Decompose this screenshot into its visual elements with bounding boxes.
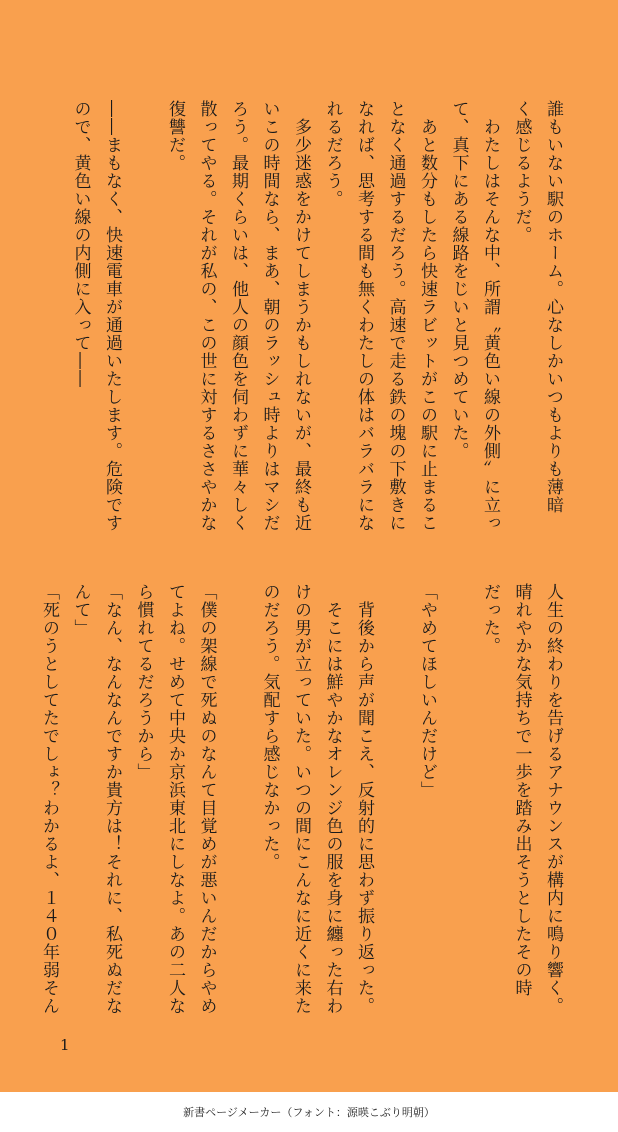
text-line: わたしはそんな中、所謂〝黄色い線の外側〟に立っ xyxy=(480,100,500,532)
text-line: のだろう。気配すら感じなかった。 xyxy=(259,583,280,871)
text-line: てよね。せめて中央か京浜東北にしなよ。あの二人な xyxy=(165,583,185,1015)
text-line: そこには鮮やかなオレンジ色の服を身に纏った右わ xyxy=(322,583,343,1015)
text-line: 「僕の架線で死ぬのなんて目覚めが悪いんだからやめ xyxy=(196,583,217,1015)
text-line xyxy=(222,583,254,1023)
text-line: 復讐だ。 xyxy=(165,100,185,172)
text-line xyxy=(442,583,474,1023)
text-line: けの男が立っていた。いつの間にこんなに近くに来た xyxy=(291,583,311,1015)
text-line: んて」 xyxy=(70,583,91,637)
text-line: れるだろう。 xyxy=(322,100,343,208)
text-line: て、真下にある線路をじいと見つめていた。 xyxy=(448,100,469,460)
text-line: 「死のうとしてたでしょ？わかるよ、１４０年弱そん xyxy=(39,583,59,1015)
footer-text: 新書ページメーカー（フォント：源暎こぶり明朝） xyxy=(183,1106,435,1119)
text-line xyxy=(379,583,411,1023)
text-line xyxy=(127,100,159,530)
text-line: 「なん、なんなんですか貴方は！それに、私死ぬだな xyxy=(102,583,122,1015)
text-line: ろう。最期くらいは、他人の顔色を伺わずに華々しく xyxy=(228,100,248,532)
upper-text-block xyxy=(64,100,568,530)
text-line: 「やめてほしいんだけど」 xyxy=(417,583,437,799)
text-line: ――まもなく、快速電車が通過いたします。危険です xyxy=(102,100,122,532)
text-line: ら慣れてるだろうから」 xyxy=(133,583,154,781)
text-line: ので、黄色い線の内側に入って―― xyxy=(70,100,91,388)
text-line: となく通過するだろう。高速で走る鉄の塊の下敷きに xyxy=(385,100,406,532)
text-line: あと数分もしたら快速ラビットがこの駅に止まるこ xyxy=(417,100,437,532)
text-line: 背後から声が聞こえ、反射的に思わず振り返った。 xyxy=(354,583,374,1015)
text-line: 誰もいない駅のホーム。心なしかいつもよりも薄暗 xyxy=(543,100,563,514)
text-line: 多少迷惑をかけてしまうかもしれないが、最終も近 xyxy=(291,100,311,532)
text-line: 散ってやる。それが私の、この世に対するささやかな xyxy=(196,100,217,532)
text-line: いこの時間なら、まあ、朝のラッシュ時よりはマシだ xyxy=(259,100,280,532)
text-line: 晴れやかな気持ちで一歩を踏み出そうとしたその時 xyxy=(511,583,532,997)
footer-caption xyxy=(0,1092,618,1132)
text-line: だった。 xyxy=(480,583,500,655)
text-line: く感じるようだ。 xyxy=(511,100,532,244)
text-line: なれば、思考する間も無くわたしの体はバラバラにな xyxy=(354,100,374,532)
page-number: 1 xyxy=(60,1036,70,1054)
text-line: 人生の終わりを告げるアナウンスが構内に鳴り響く。 xyxy=(543,583,563,1015)
lower-text-block xyxy=(33,583,569,1023)
